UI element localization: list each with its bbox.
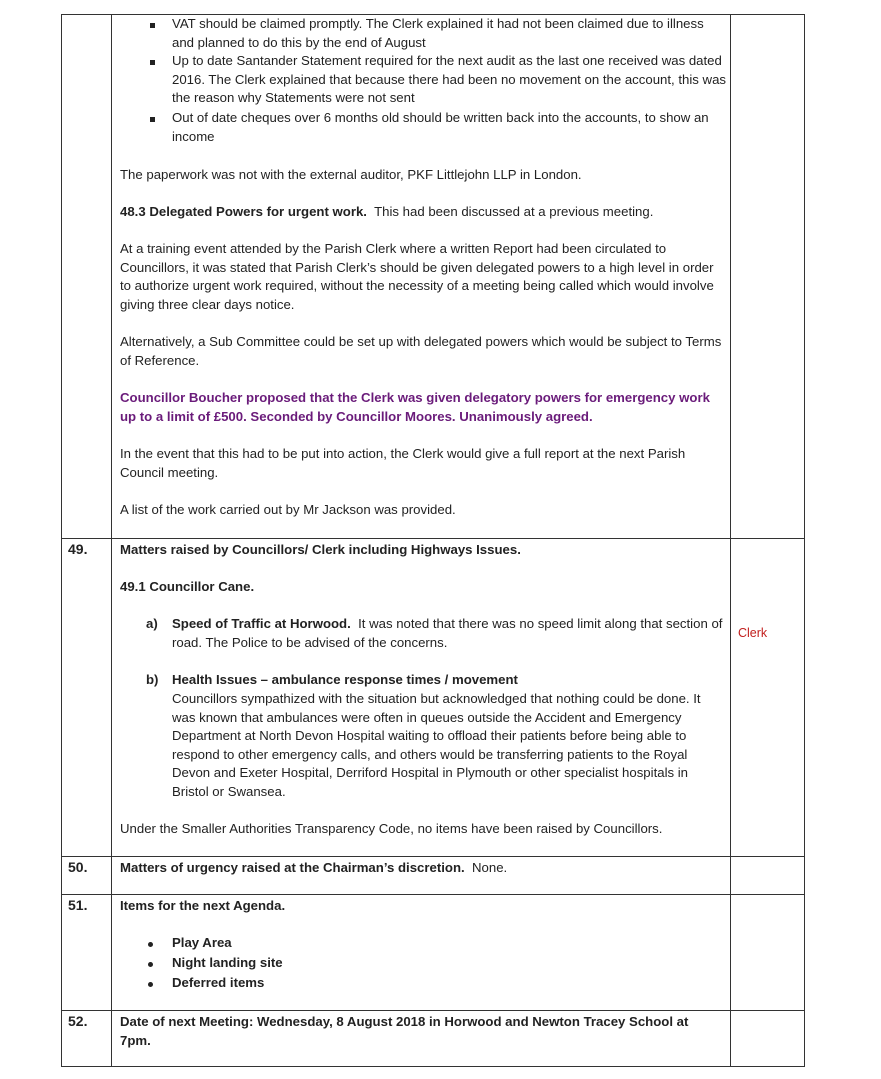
- row-divider: [62, 1010, 804, 1011]
- minutes-table: [61, 14, 805, 1067]
- item-b-text: Councillors sympathized with the situation but acknowledged that nothing could be done. It was known that ambulances were often in queues outside the Accident and Emergency Department at North Devon Hospital waiting to offload their patients before being able to respond to other emergency calls, and others would be transferring patients to the Royal Devon and Exeter Hospital, Derriford Hospital in Plymouth or other specialist hospitals in Bristol or Swansea.: [172, 691, 701, 799]
- item-50-text: None.: [472, 860, 508, 875]
- item-number-50: 50.: [68, 859, 88, 875]
- item-49-heading: Matters raised by Councillors/ Clerk including Highways Issues.: [120, 542, 521, 557]
- agenda-item: Play Area: [172, 935, 232, 950]
- alternative-paragraph: Alternatively, a Sub Committee could be set up with delegated powers which would be subject to Terms of Reference.: [120, 334, 722, 368]
- agenda-item: Deferred items: [172, 975, 265, 990]
- resolution-paragraph: Councillor Boucher proposed that the Clerk was given delegatory powers for emergency work up to a limit of £500. Seconded by Councillor Moores. Unanimously agreed.: [120, 390, 710, 424]
- item-a-marker: a): [146, 616, 158, 631]
- row-divider: [62, 894, 804, 895]
- transparency-paragraph: Under the Smaller Authorities Transparency Code, no items have been raised by Councillors.: [120, 821, 663, 836]
- item-50-paragraph: [120, 859, 728, 878]
- jackson-paragraph: A list of the work carried out by Mr Jackson was provided.: [120, 502, 456, 517]
- item-48-3-text: This had been discussed at a previous meeting.: [374, 204, 654, 219]
- row-divider: [62, 856, 804, 857]
- item-48-3-paragraph: [120, 203, 728, 222]
- auditor-paragraph: The paperwork was not with the external auditor, PKF Littlejohn LLP in London.: [120, 167, 582, 182]
- item-b-marker: b): [146, 672, 159, 687]
- column-divider-number: [111, 15, 112, 1066]
- item-a-title: Speed of Traffic at Horwood.: [172, 616, 351, 631]
- item-a-paragraph: [172, 615, 728, 652]
- training-paragraph: At a training event attended by the Parish Clerk where a written Report had been circulated to Councillors, it was stated that Parish Clerk’s should be given delegated powers to a high level in order to authorize urgent work required, without the necessity of a meeting being called which would involve giving three clear days notice.: [120, 241, 714, 312]
- bullet-item-santander: Up to date Santander Statement required for the next audit as the last one received was dated 2016. The Clerk explained that because there had been no movement on the account, this was the reason why Statements were not sent: [172, 53, 726, 106]
- item-49-1-heading: 49.1 Councillor Cane.: [120, 579, 255, 594]
- agenda-item: Night landing site: [172, 955, 283, 970]
- bullet-marker: [148, 982, 153, 987]
- item-a-text: It was noted that there was no speed limit along that section of road. The Police to be advised of the concerns.: [172, 616, 723, 650]
- item-b-title: Health Issues – ambulance response times / movement: [172, 672, 518, 687]
- item-50-heading: Matters of urgency raised at the Chairman’s discretion.: [120, 860, 465, 875]
- bullet-item-cheques: Out of date cheques over 6 months old should be written back into the accounts, to show an income: [172, 110, 709, 144]
- row-divider: [62, 538, 804, 539]
- next-meeting-line: Date of next Meeting: Wednesday, 8 August 2018 in Horwood and Newton Tracey School at 7pm.: [120, 1014, 689, 1048]
- column-divider-action: [730, 15, 731, 1066]
- item-number-52: 52.: [68, 1013, 88, 1029]
- action-owner-clerk: Clerk: [738, 626, 768, 640]
- bullet-marker: [150, 60, 155, 65]
- bullet-marker: [148, 942, 153, 947]
- report-paragraph: In the event that this had to be put into action, the Clerk would give a full report at the next Parish Council meeting.: [120, 446, 686, 480]
- bullet-marker: [150, 117, 155, 122]
- bullet-item-vat: VAT should be claimed promptly. The Clerk explained it had not been claimed due to illness and planned to do this by the end of August: [172, 16, 704, 50]
- bullet-marker: [148, 962, 153, 967]
- item-51-heading: Items for the next Agenda.: [120, 898, 286, 913]
- bullet-marker: [150, 23, 155, 28]
- item-number-51: 51.: [68, 897, 88, 913]
- item-number-49: 49.: [68, 541, 88, 557]
- item-48-3-heading: 48.3 Delegated Powers for urgent work.: [120, 204, 367, 219]
